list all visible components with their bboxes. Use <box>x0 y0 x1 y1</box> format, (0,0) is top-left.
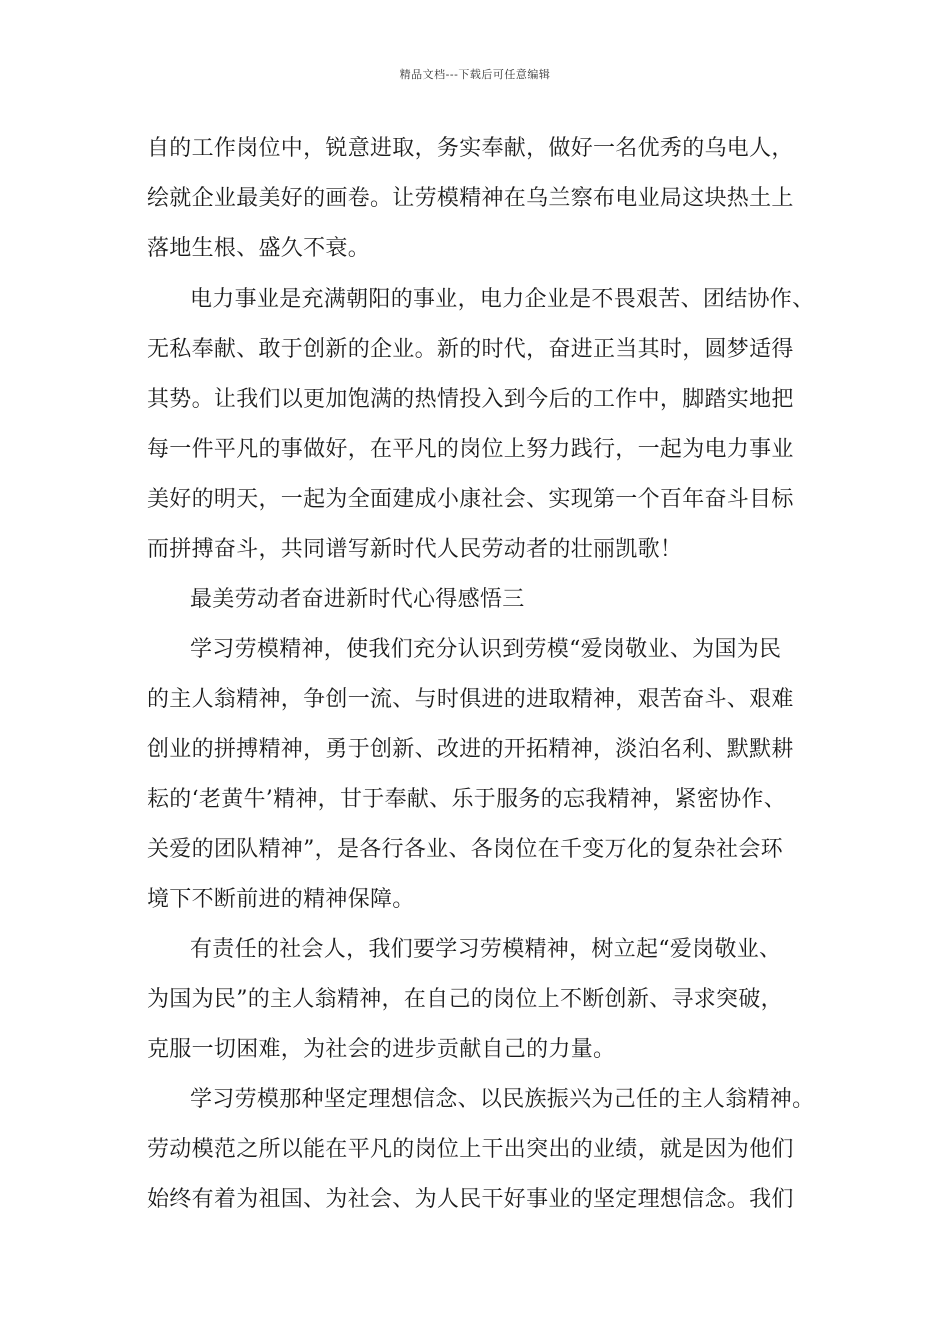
body-line: 创业的拼搏精神，勇于创新、改进的开拓精神，淡泊名利、默默耕 <box>147 737 794 762</box>
page-header: 精品文档---下载后可任意编辑 <box>399 68 551 81</box>
body-line: 其势。让我们以更加饱满的热情投入到今后的工作中，脚踏实地把 <box>147 387 794 412</box>
body-line: 的主人翁精神，争创一流、与时俱进的进取精神，艰苦奋斗、艰难 <box>147 687 794 712</box>
body-line: 耘的‘老黄牛’精神，甘于奉献、乐于服务的忘我精神，紧密协作、 <box>147 787 786 812</box>
body-line: 无私奉献、敢于创新的企业。新的时代，奋进正当其时，圆梦适得 <box>147 337 794 362</box>
body-line: 绘就企业最美好的画卷。让劳模精神在乌兰察布电业局这块热土上 <box>147 186 794 211</box>
body-line: 美好的明天，一起为全面建成小康社会、实现第一个百年奋斗目标 <box>147 487 794 512</box>
body-line: 劳动模范之所以能在平凡的岗位上干出突出的业绩，就是因为他们 <box>147 1137 794 1162</box>
body-line: 而拼搏奋斗，共同谱写新时代人民劳动者的壮丽凯歌！ <box>147 537 683 562</box>
body-line: 始终有着为祖国、为社会、为人民干好事业的坚定理想信念。我们 <box>147 1187 794 1212</box>
section-heading: 最美劳动者奋进新时代心得感悟三 <box>190 587 525 612</box>
body-line: 关爱的团队精神”，是各行各业、各岗位在千变万化的复杂社会环 <box>147 837 783 862</box>
body-line: 克服一切困难，为社会的进步贡献自己的力量。 <box>147 1037 616 1062</box>
body-line: 学习劳模精神，使我们充分认识到劳模“爱岗敬业、为国为民 <box>190 637 782 662</box>
body-line: 落地生根、盛久不衰。 <box>147 236 371 261</box>
body-line: 自的工作岗位中，锐意进取，务实奉献，做好一名优秀的乌电人， <box>147 136 794 161</box>
body-line: 有责任的社会人，我们要学习劳模精神，树立起“爱岗敬业、 <box>190 937 782 962</box>
body-line: 每一件平凡的事做好，在平凡的岗位上努力践行，一起为电力事业 <box>147 437 794 462</box>
body-line: 学习劳模那种坚定理想信念、以民族振兴为己任的主人翁精神。 <box>190 1087 815 1112</box>
body-line: 境下不断前进的精神保障。 <box>147 887 415 912</box>
body-line: 为国为民”的主人翁精神，在自己的岗位上不断创新、寻求突破， <box>147 987 783 1012</box>
body-line: 电力事业是充满朝阳的事业，电力企业是不畏艰苦、团结协作、 <box>190 287 815 312</box>
